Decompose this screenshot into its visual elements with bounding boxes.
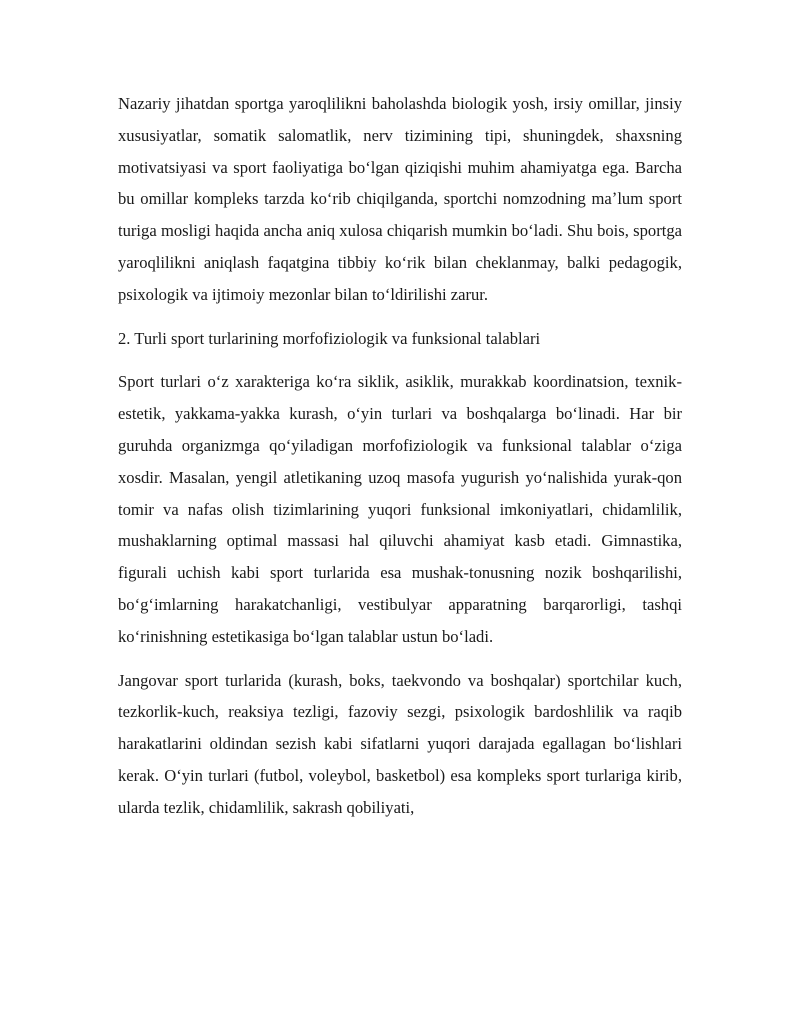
section-heading: 2. Turli sport turlarining morfofiziologik va funksional talablari xyxy=(118,328,541,348)
paragraph-spacer xyxy=(118,653,682,665)
paragraph-sport-types-requirements: Sport turlari oʻz xarakteriga koʻra siklik, asiklik, murakkab koordinatsion, texnik-estetik, yakkama-yakka kurash, oʻyin turlari va boshqalarga boʻlinadi. Har bir guruhda organizmga qoʻyiladigan morfofiziologik va funksional talablar oʻziga xosdir. Masalan, yengil atletikaning uzoq masofa yugurish yoʻnalishida yurak-qon tomir va nafas olish tizimlarining yuqori funksional imkoniyatlari, chidamlilik, mushaklarning optimal massasi hal qiluvchi ahamiyat kasb etadi. Gimnastika, figurali uchish kabi sport turlarida esa mushak-tonusning nozik boshqarilishi, boʻgʻimlarning harakatchanligi, vestibulyar apparatning barqarorligi, tashqi koʻrinishning estetikasiga boʻlgan talablar ustun boʻladi. xyxy=(118,372,682,646)
paragraph-spacer xyxy=(118,311,682,323)
paragraph-sport-aptitude-assessment: Nazariy jihatdan sportga yaroqlilikni baholashda biologik yosh, irsiy omillar, jinsiy xususiyatlar, somatik salomatlik, nerv tizimining tipi, shuningdek, shaxsning motivatsiyasi va sport faoliyatiga boʻlgan qiziqishi muhim ahamiyatga ega. Barcha bu omillar kompleks tarzda koʻrib chiqilganda, sportchi nomzodning maʼlum sport turiga mosligi haqida ancha aniq xulosa chiqarish mumkin boʻladi. Shu bois, sportga yaroqlilikni aniqlash faqatgina tibbiy koʻrik bilan cheklanmay, balki pedagogik, psixologik va ijtimoiy mezonlar bilan toʻldirilishi zarur. xyxy=(118,94,682,304)
paragraph-combat-and-game-sports: Jangovar sport turlarida (kurash, boks, taekvondo va boshqalar) sportchilar kuch, tezkorlik-kuch, reaksiya tezligi, fazoviy sezgi, psixologik bardoshlilik va raqib harakatlarini oldindan sezish kabi sifatlarni yuqori darajada egallagan boʻlishlari kerak. Oʻyin turlari (futbol, voleybol, basketbol) esa kompleks sport turlariga kirib, ularda tezlik, chidamlilik, sakrash qobiliyati, xyxy=(118,670,682,817)
paragraph-spacer xyxy=(118,354,682,366)
document-page xyxy=(118,88,682,824)
